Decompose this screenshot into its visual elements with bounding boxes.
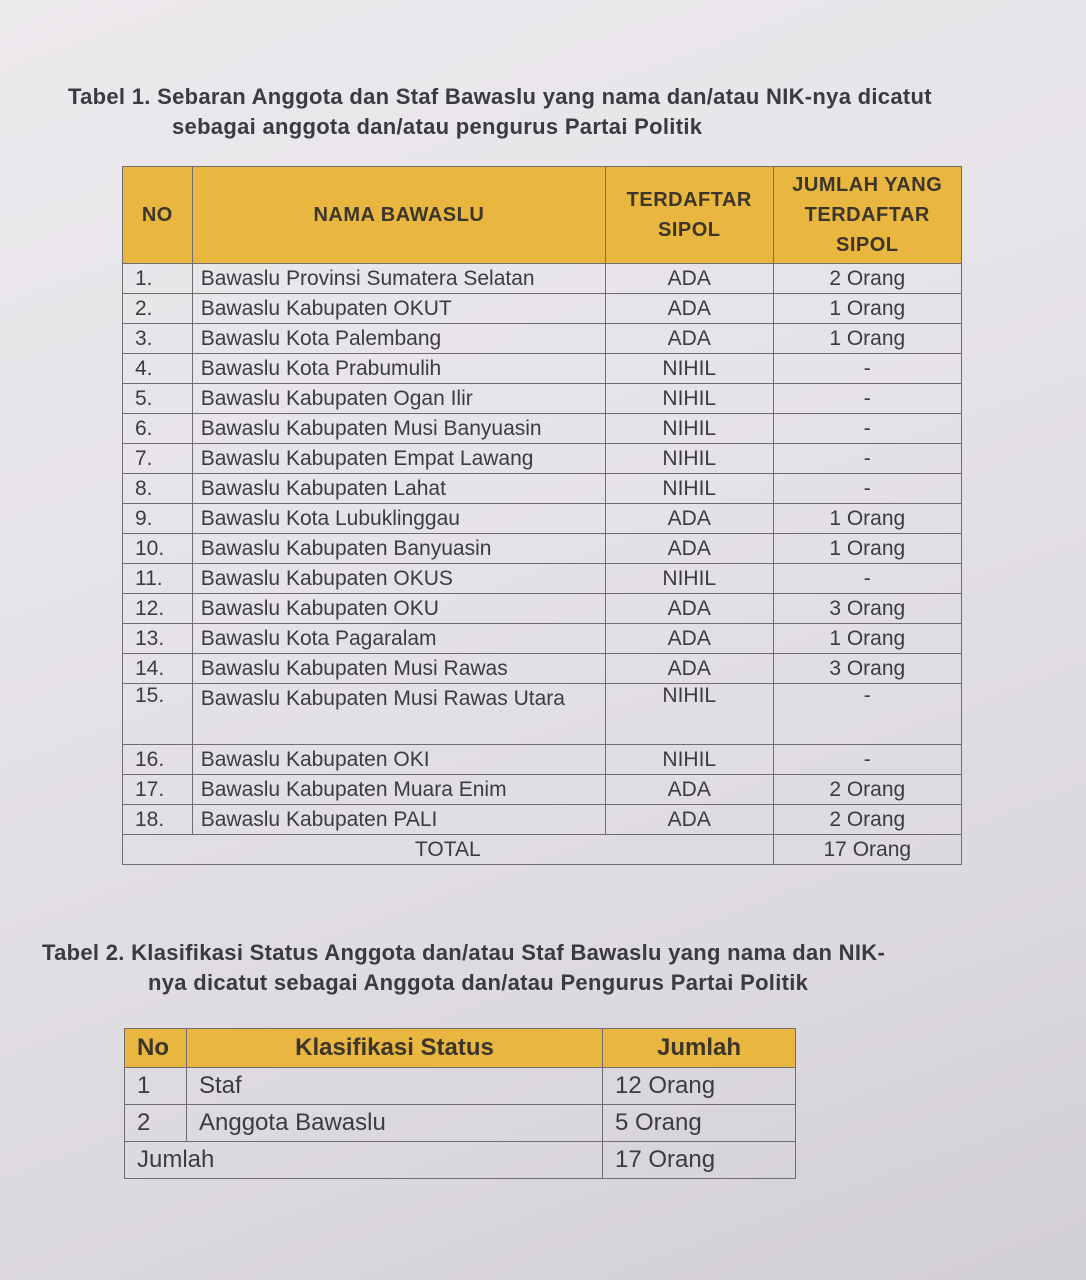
row-jumlah: 1 Orang <box>773 624 961 654</box>
table2-caption <box>42 938 1062 998</box>
header-no: No <box>125 1029 187 1068</box>
row-nama-bawaslu: Bawaslu Kabupaten OKUT <box>192 294 605 324</box>
total-value: 17 Orang <box>603 1142 796 1179</box>
table-row <box>123 414 962 444</box>
row-number: 6. <box>123 414 193 444</box>
row-nama-bawaslu: Bawaslu Kabupaten Banyuasin <box>192 534 605 564</box>
table-row <box>123 444 962 474</box>
row-number: 8. <box>123 474 193 504</box>
row-jumlah: 5 Orang <box>603 1105 796 1142</box>
row-nama-bawaslu: Bawaslu Kabupaten Muara Enim <box>192 775 605 805</box>
row-terdaftar-sipol: ADA <box>605 294 773 324</box>
row-nama-bawaslu: Bawaslu Kabupaten OKI <box>192 745 605 775</box>
row-nama-bawaslu: Bawaslu Kota Pagaralam <box>192 624 605 654</box>
row-number: 12. <box>123 594 193 624</box>
row-jumlah: - <box>773 444 961 474</box>
row-nama-bawaslu: Bawaslu Kabupaten OKUS <box>192 564 605 594</box>
row-number: 14. <box>123 654 193 684</box>
table-row <box>123 594 962 624</box>
row-number: 4. <box>123 354 193 384</box>
table-row <box>123 264 962 294</box>
table2-caption-line1: Tabel 2. Klasifikasi Status Anggota dan/atau Staf Bawaslu yang nama dan NIK- <box>42 940 886 965</box>
table1-caption <box>68 82 1018 142</box>
row-terdaftar-sipol: ADA <box>605 534 773 564</box>
row-terdaftar-sipol: NIHIL <box>605 414 773 444</box>
row-nama-bawaslu: Bawaslu Kabupaten OKU <box>192 594 605 624</box>
table1-header-row <box>123 167 962 264</box>
table-row <box>123 324 962 354</box>
row-nama-bawaslu: Bawaslu Kabupaten Ogan Ilir <box>192 384 605 414</box>
row-terdaftar-sipol: ADA <box>605 775 773 805</box>
row-terdaftar-sipol: NIHIL <box>605 384 773 414</box>
table-row <box>123 564 962 594</box>
table2-total-row <box>125 1142 796 1179</box>
row-number: 18. <box>123 805 193 835</box>
table1-total-row <box>123 835 962 865</box>
table-row <box>123 504 962 534</box>
row-nama-bawaslu: Bawaslu Kabupaten Empat Lawang <box>192 444 605 474</box>
table1 <box>122 166 962 865</box>
row-jumlah: 3 Orang <box>773 654 961 684</box>
table-row <box>125 1105 796 1142</box>
row-number: 16. <box>123 745 193 775</box>
table-row <box>123 354 962 384</box>
row-number: 5. <box>123 384 193 414</box>
table-row <box>125 1068 796 1105</box>
row-jumlah: 1 Orang <box>773 534 961 564</box>
row-terdaftar-sipol: ADA <box>605 264 773 294</box>
table-row <box>123 294 962 324</box>
total-label: TOTAL <box>123 835 774 865</box>
row-klasifikasi-status: Anggota Bawaslu <box>187 1105 603 1142</box>
row-terdaftar-sipol: NIHIL <box>605 564 773 594</box>
row-jumlah: 1 Orang <box>773 504 961 534</box>
row-nama-bawaslu: Bawaslu Kabupaten Musi Banyuasin <box>192 414 605 444</box>
row-jumlah: 3 Orang <box>773 594 961 624</box>
table-row <box>123 654 962 684</box>
header-jumlah-terdaftar: JUMLAH YANG TERDAFTAR SIPOL <box>773 167 961 264</box>
table1-caption-line2: sebagai anggota dan/atau pengurus Partai Politik <box>172 114 703 139</box>
row-number: 13. <box>123 624 193 654</box>
row-terdaftar-sipol: NIHIL <box>605 745 773 775</box>
row-terdaftar-sipol: NIHIL <box>605 444 773 474</box>
table1-caption-line1: Tabel 1. Sebaran Anggota dan Staf Bawaslu yang nama dan/atau NIK-nya dicatut <box>68 84 932 109</box>
row-number: 15. <box>123 684 193 745</box>
row-number: 9. <box>123 504 193 534</box>
row-number: 17. <box>123 775 193 805</box>
row-number: 1. <box>123 264 193 294</box>
header-nama-bawaslu: NAMA BAWASLU <box>192 167 605 264</box>
table-row <box>123 534 962 564</box>
total-label: Jumlah <box>125 1142 603 1179</box>
row-jumlah: 12 Orang <box>603 1068 796 1105</box>
row-jumlah: 2 Orang <box>773 805 961 835</box>
row-terdaftar-sipol: ADA <box>605 805 773 835</box>
table2 <box>124 1028 796 1179</box>
table-row <box>123 775 962 805</box>
row-terdaftar-sipol: ADA <box>605 654 773 684</box>
table2-header-row <box>125 1029 796 1068</box>
row-nama-bawaslu: Bawaslu Kabupaten Lahat <box>192 474 605 504</box>
row-nama-bawaslu: Bawaslu Kota Lubuklinggau <box>192 504 605 534</box>
row-terdaftar-sipol: ADA <box>605 504 773 534</box>
row-terdaftar-sipol: NIHIL <box>605 684 773 745</box>
row-nama-bawaslu: Bawaslu Kota Prabumulih <box>192 354 605 384</box>
row-terdaftar-sipol: NIHIL <box>605 354 773 384</box>
row-jumlah: - <box>773 474 961 504</box>
table-row <box>123 384 962 414</box>
row-number: 10. <box>123 534 193 564</box>
row-terdaftar-sipol: ADA <box>605 624 773 654</box>
header-klasifikasi-status: Klasifikasi Status <box>187 1029 603 1068</box>
row-jumlah: - <box>773 684 961 745</box>
row-terdaftar-sipol: ADA <box>605 594 773 624</box>
row-number: 7. <box>123 444 193 474</box>
row-jumlah: - <box>773 354 961 384</box>
row-jumlah: 2 Orang <box>773 264 961 294</box>
table-row <box>123 684 962 745</box>
row-number: 3. <box>123 324 193 354</box>
row-number: 2 <box>125 1105 187 1142</box>
row-terdaftar-sipol: NIHIL <box>605 474 773 504</box>
table2-caption-line2: nya dicatut sebagai Anggota dan/atau Pengurus Partai Politik <box>148 970 809 995</box>
row-number: 11. <box>123 564 193 594</box>
row-nama-bawaslu: Bawaslu Kabupaten Musi Rawas <box>192 654 605 684</box>
row-jumlah: - <box>773 564 961 594</box>
header-no: NO <box>123 167 193 264</box>
row-nama-bawaslu: Bawaslu Kota Palembang <box>192 324 605 354</box>
row-jumlah: 1 Orang <box>773 324 961 354</box>
table-row <box>123 745 962 775</box>
row-terdaftar-sipol: ADA <box>605 324 773 354</box>
row-jumlah: 1 Orang <box>773 294 961 324</box>
row-number: 2. <box>123 294 193 324</box>
row-nama-bawaslu: Bawaslu Provinsi Sumatera Selatan <box>192 264 605 294</box>
row-jumlah: - <box>773 384 961 414</box>
row-jumlah: - <box>773 745 961 775</box>
row-jumlah: 2 Orang <box>773 775 961 805</box>
row-nama-bawaslu: Bawaslu Kabupaten PALI <box>192 805 605 835</box>
table-row <box>123 474 962 504</box>
total-value: 17 Orang <box>773 835 961 865</box>
table-row <box>123 624 962 654</box>
row-jumlah: - <box>773 414 961 444</box>
table-row <box>123 805 962 835</box>
row-klasifikasi-status: Staf <box>187 1068 603 1105</box>
row-number: 1 <box>125 1068 187 1105</box>
row-nama-bawaslu: Bawaslu Kabupaten Musi Rawas Utara <box>192 684 605 745</box>
header-jumlah: Jumlah <box>603 1029 796 1068</box>
header-terdaftar-sipol: TERDAFTAR SIPOL <box>605 167 773 264</box>
